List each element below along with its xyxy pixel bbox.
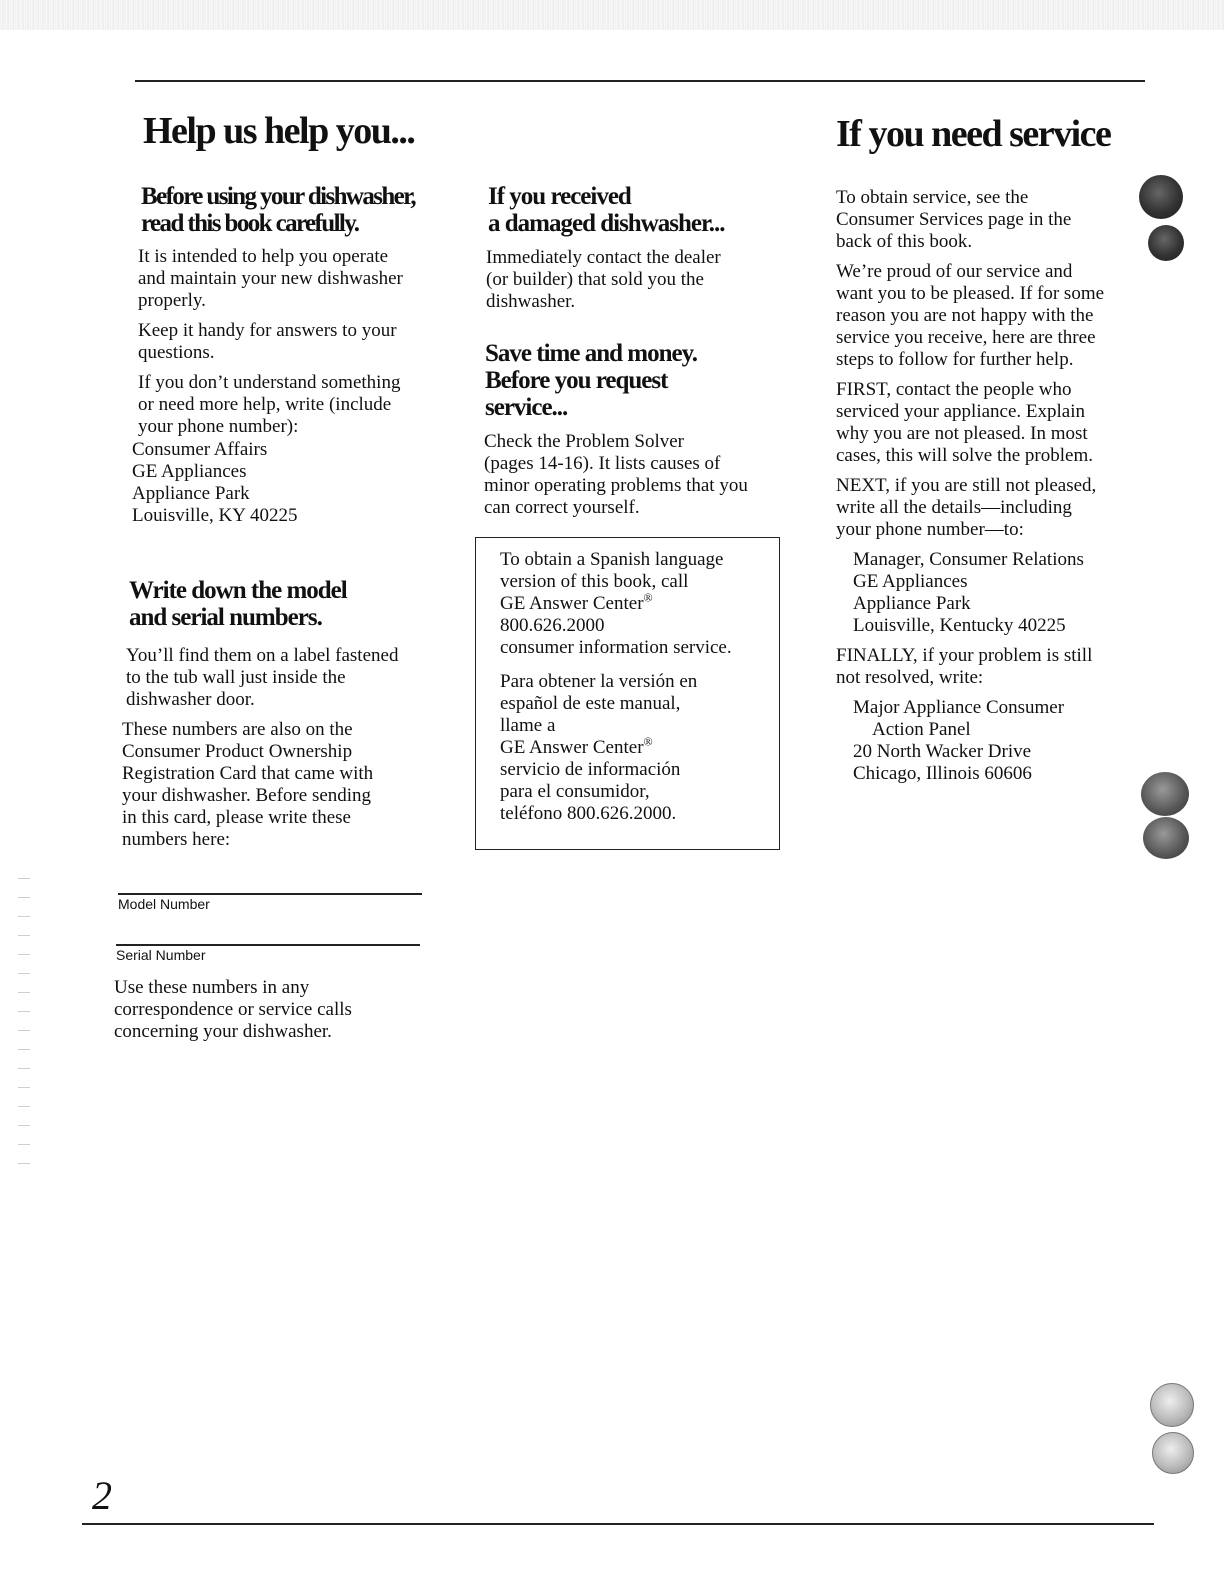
text-line: your phone number—to: xyxy=(836,519,1024,540)
registered-mark: ® xyxy=(643,734,653,749)
text-line: numbers here: xyxy=(122,829,231,850)
binder-hole-icon xyxy=(1152,1432,1194,1474)
scan-artifact-margin xyxy=(18,860,30,1180)
text-line: want you to be pleased. If for some xyxy=(836,283,1105,304)
page-title-left: Help us help you... xyxy=(143,110,415,152)
heading-line: and serial numbers. xyxy=(129,604,322,631)
text-line: GE Answer Center xyxy=(500,593,644,614)
heading-save-time xyxy=(485,340,785,421)
text-line: (pages 14-16). It lists causes of xyxy=(484,453,721,474)
address-line: Major Appliance Consumer xyxy=(853,697,1065,718)
text-line: Keep it handy for answers to your xyxy=(138,320,397,341)
text-line: steps to follow for further help. xyxy=(836,349,1074,370)
address-line: Appliance Park xyxy=(853,593,971,614)
text-line: and maintain your new dishwasher xyxy=(138,268,403,289)
text-line: GE Answer Center xyxy=(500,737,644,758)
text-line: dishwasher door. xyxy=(126,689,255,710)
text-line: Registration Card that came with xyxy=(122,763,374,784)
address-line: GE Appliances xyxy=(853,571,968,592)
heading-damaged xyxy=(488,183,788,237)
text-line: Para obtener la versión en xyxy=(500,671,698,692)
text-line: Consumer Product Ownership xyxy=(122,741,353,762)
col2-section1 xyxy=(488,183,788,237)
paragraph-keep-handy xyxy=(138,320,468,364)
text-line: NEXT, if you are still not pleased, xyxy=(836,475,1097,496)
text-line: To obtain a Spanish language xyxy=(500,549,724,570)
address-line: Louisville, KY 40225 xyxy=(132,505,298,526)
text-line: correspondence or service calls xyxy=(114,999,352,1020)
text-line: (or builder) that sold you the xyxy=(486,269,704,290)
text-line: Immediately contact the dealer xyxy=(486,247,721,268)
text-line: cases, this will solve the problem. xyxy=(836,445,1093,466)
registered-mark: ® xyxy=(643,590,653,605)
col1-body4 xyxy=(114,977,434,1043)
text-line: minor operating problems that you xyxy=(484,475,748,496)
model-number-field[interactable] xyxy=(118,893,422,895)
col1-body1 xyxy=(138,246,468,438)
text-line: Consumer Services page in the xyxy=(836,209,1072,230)
paragraph-contact-dealer xyxy=(486,247,786,313)
serial-number-label: Serial Number xyxy=(116,947,206,963)
text-line: properly. xyxy=(138,290,206,311)
text-line: questions. xyxy=(138,342,215,363)
text-line: llame a xyxy=(500,715,556,736)
text-line: español de este manual, xyxy=(500,693,681,714)
col3-body xyxy=(836,187,1136,785)
text-line: not resolved, write: xyxy=(836,667,984,688)
text-line: To obtain service, see the xyxy=(836,187,1029,208)
text-line: why you are not pleased. In most xyxy=(836,423,1088,444)
text-line: or need more help, write (include xyxy=(138,394,392,415)
text-line: reason you are not happy with the xyxy=(836,305,1094,326)
phone-number: 800.626.2000 xyxy=(500,615,605,636)
text-line: your dishwasher. Before sending xyxy=(122,785,372,806)
text-line: These numbers are also on the xyxy=(122,719,353,740)
address-line: Appliance Park xyxy=(132,483,250,504)
heading-write-down xyxy=(129,577,449,631)
text-line: serviced your appliance. Explain xyxy=(836,401,1086,422)
text-line: If you don’t understand something xyxy=(138,372,401,393)
text-line: Use these numbers in any xyxy=(114,977,310,998)
address-consumer-affairs xyxy=(132,439,452,527)
col2-body1 xyxy=(486,247,786,313)
text-line: back of this book. xyxy=(836,231,973,252)
heading-line: Write down the model xyxy=(129,577,347,604)
text-line: FINALLY, if your problem is still xyxy=(836,645,1093,666)
address-action-panel xyxy=(836,697,1136,785)
heading-line: read this book carefully. xyxy=(141,210,359,237)
text-line: It is intended to help you operate xyxy=(138,246,389,267)
paragraph-intended xyxy=(138,246,468,312)
text-line: servicio de información xyxy=(500,759,681,780)
text-line: concerning your dishwasher. xyxy=(114,1021,332,1042)
col1-body3 xyxy=(122,719,442,851)
page-title-right: If you need service xyxy=(836,113,1111,155)
address-line: Action Panel xyxy=(872,719,971,740)
text-line: your phone number): xyxy=(138,416,299,437)
address-line: Chicago, Illinois 60606 xyxy=(853,763,1032,784)
paragraph-use-numbers xyxy=(114,977,434,1043)
paragraph-proud xyxy=(836,261,1136,371)
bottom-rule xyxy=(82,1523,1154,1525)
text-line: We’re proud of our service and xyxy=(836,261,1073,282)
col1-body2 xyxy=(126,645,446,711)
text-line: can correct yourself. xyxy=(484,497,640,518)
serial-number-field[interactable] xyxy=(116,944,420,946)
heading-line: Before using your dishwasher, xyxy=(141,183,416,210)
paragraph-dont-understand xyxy=(138,372,468,438)
col2-section2 xyxy=(485,340,785,421)
text-line: consumer information service. xyxy=(500,637,732,658)
binder-hole-icon xyxy=(1148,225,1184,261)
address-line: Consumer Affairs xyxy=(132,439,268,460)
heading-before-using xyxy=(141,183,461,237)
binder-hole-icon xyxy=(1150,1383,1194,1427)
text-line: Check the Problem Solver xyxy=(484,431,684,452)
text-line: write all the details—including xyxy=(836,497,1072,518)
heading-line: Before you request xyxy=(485,367,668,394)
scan-artifact-top xyxy=(0,0,1224,30)
page-number: 2 xyxy=(92,1473,112,1518)
address-line: GE Appliances xyxy=(132,461,247,482)
heading-line: Save time and money. xyxy=(485,340,697,367)
paragraph-obtain-service xyxy=(836,187,1136,253)
address-consumer-relations xyxy=(836,549,1136,637)
heading-line: If you received xyxy=(488,183,631,210)
text-line: You’ll find them on a label fastened xyxy=(126,645,399,666)
binder-hole-icon xyxy=(1141,772,1189,816)
paragraph-finally xyxy=(836,645,1136,689)
spanish-version-box xyxy=(475,537,780,850)
heading-line: a damaged dishwasher... xyxy=(488,210,725,237)
paragraph-spanish-english xyxy=(500,549,769,659)
col2-body2 xyxy=(484,431,784,519)
binder-hole-icon xyxy=(1143,817,1189,859)
paragraph-first xyxy=(836,379,1136,467)
col1-section2 xyxy=(129,577,449,631)
heading-line: service... xyxy=(485,394,568,421)
text-line: version of this book, call xyxy=(500,571,689,592)
paragraph-next xyxy=(836,475,1136,541)
address-line: Manager, Consumer Relations xyxy=(853,549,1084,570)
text-line: service you receive, here are three xyxy=(836,327,1096,348)
paragraph-label-fastened xyxy=(126,645,446,711)
binder-hole-icon xyxy=(1139,175,1183,219)
paragraph-registration-card xyxy=(122,719,442,851)
text-line: FIRST, contact the people who xyxy=(836,379,1072,400)
text-line: para el consumidor, xyxy=(500,781,650,802)
text-line: to the tub wall just inside the xyxy=(126,667,346,688)
address-line: 20 North Wacker Drive xyxy=(853,741,1032,762)
top-rule xyxy=(135,80,1145,82)
model-number-label: Model Number xyxy=(118,896,210,912)
paragraph-problem-solver xyxy=(484,431,784,519)
text-line: dishwasher. xyxy=(486,291,576,312)
paragraph-spanish xyxy=(500,671,769,825)
address-line: Louisville, Kentucky 40225 xyxy=(853,615,1066,636)
phone-number: teléfono 800.626.2000. xyxy=(500,803,677,824)
col1-section1 xyxy=(141,183,461,237)
text-line: in this card, please write these xyxy=(122,807,351,828)
